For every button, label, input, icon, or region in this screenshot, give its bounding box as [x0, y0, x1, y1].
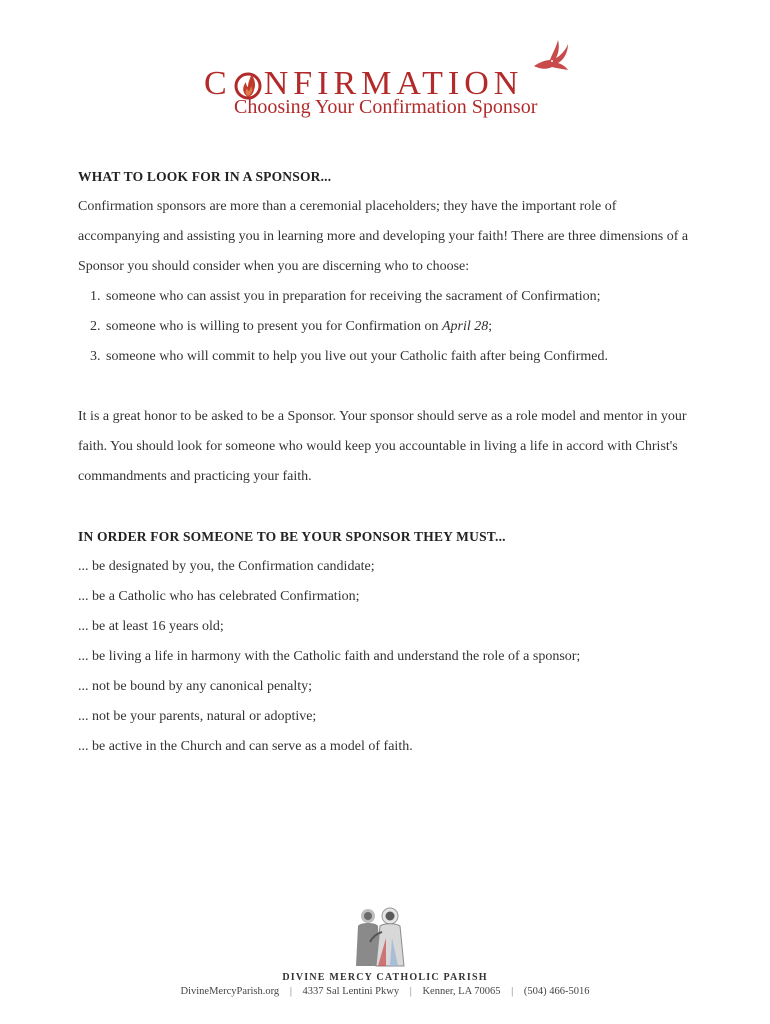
requirement-item: ... not be bound by any canonical penalty; — [78, 679, 313, 694]
intro-paragraph: Confirmation sponsors are more than a ceremonial placeholders; they have the important role of accompanying and assisting you in learning more and developing your faith! There are three dimensions of a Sponsor you should consider when you are discerning who to choose: — [78, 199, 689, 274]
separator: | — [511, 986, 514, 997]
document-body — [78, 162, 698, 762]
dove-icon — [528, 36, 572, 76]
section-heading-sponsor: WHAT TO LOOK FOR IN A SPONSOR... — [78, 169, 332, 184]
parish-phone: (504) 466-5016 — [523, 986, 590, 997]
date-suffix: ; — [488, 319, 493, 334]
title-first-letter: C — [204, 65, 232, 102]
honor-paragraph: It is a great honor to be asked to be a Sponsor. Your sponsor should serve as a role model and mentor in your faith. You should look for someone who would keep you accountable in living a life in accord with Christ's commandments and practicing your faith. — [78, 409, 687, 484]
section-heading-requirements: IN ORDER FOR SOMEONE TO BE YOUR SPONSOR THEY MUST... — [78, 529, 506, 544]
parish-website: DivineMercyParish.org — [180, 986, 280, 997]
separator: | — [289, 986, 292, 997]
requirement-item: ... be active in the Church and can serve as a model of faith. — [78, 739, 413, 754]
requirement-item: ... be a Catholic who has celebrated Confirmation; — [78, 589, 360, 604]
requirement-item: ... be living a life in harmony with the Catholic faith and understand the role of a sponsor; — [78, 649, 581, 664]
divine-mercy-image-icon — [346, 904, 410, 970]
confirmation-date: April 28 — [441, 319, 489, 334]
requirement-item: ... not be your parents, natural or adoptive; — [78, 709, 317, 724]
footer — [0, 898, 770, 1018]
separator: | — [409, 986, 412, 997]
list-item-text: someone who is willing to present you for Confirmation on — [106, 319, 439, 334]
page-subtitle: Choosing Your Confirmation Sponsor — [234, 96, 538, 118]
requirement-item: ... be designated by you, the Confirmation candidate; — [78, 559, 375, 574]
dimensions-list — [78, 282, 698, 372]
list-item: 3. someone who will commit to help you live out your Catholic faith after being Confirmed. — [104, 342, 698, 372]
parish-city: Kenner, LA 70065 — [422, 986, 501, 997]
list-item: 1. someone who can assist you in preparation for receiving the sacrament of Confirmation; — [104, 282, 698, 312]
parish-name: DIVINE MERCY CATHOLIC PARISH — [282, 972, 488, 983]
requirement-item: ... be at least 16 years old; — [78, 619, 224, 634]
list-item — [104, 312, 698, 342]
contact-line — [0, 986, 770, 997]
title-rest: NFIRMATION — [263, 65, 524, 102]
header — [0, 34, 770, 134]
parish-address: 4337 Sal Lentini Pkwy — [302, 986, 400, 997]
